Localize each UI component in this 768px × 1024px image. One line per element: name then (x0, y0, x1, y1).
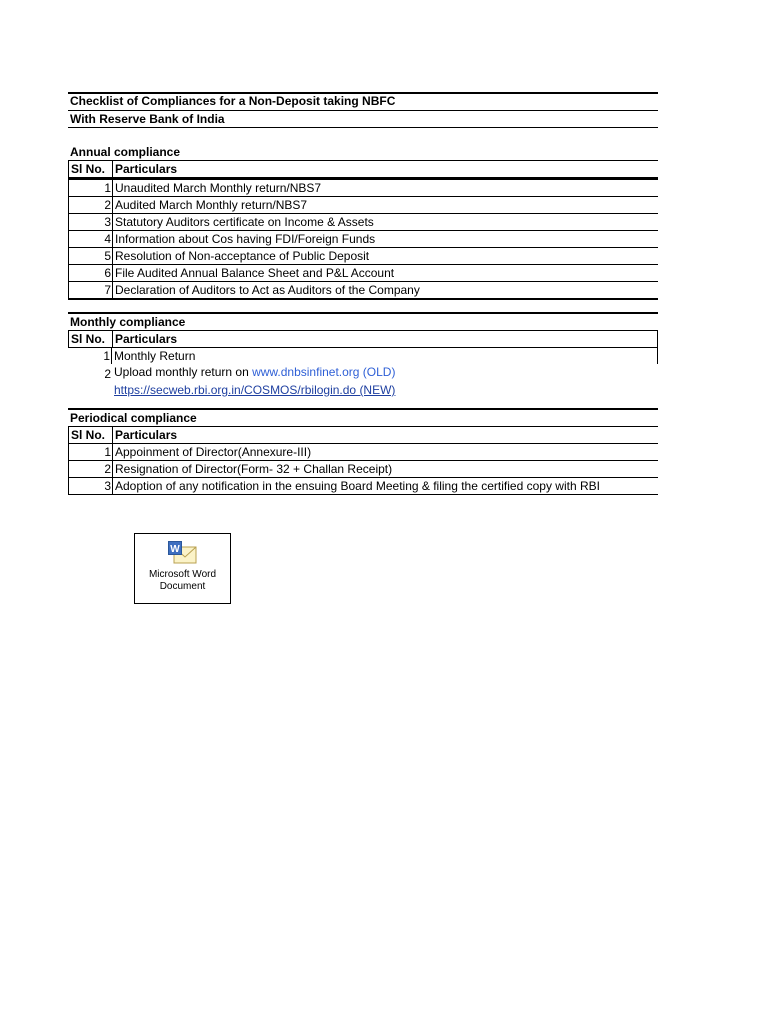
table-row (68, 196, 658, 213)
periodical-header-row (68, 426, 658, 443)
svg-text:W: W (169, 544, 180, 555)
annual-col-sl: Sl No. (69, 161, 113, 177)
table-row (68, 443, 658, 460)
row-text: Declaration of Auditors to Act as Auditors of the Company (115, 283, 420, 297)
monthly-heading: Monthly compliance (68, 312, 658, 330)
blank-row (68, 127, 658, 144)
row-text: Unaudited March Monthly return/NBS7 (115, 181, 322, 195)
row-number: 1 (69, 444, 113, 460)
monthly-col-particulars: Particulars (113, 331, 658, 347)
table-row (68, 264, 658, 281)
row-text: Audited March Monthly return/NBS7 (115, 198, 308, 212)
row-number: 1 (69, 180, 113, 196)
table-row (68, 380, 658, 400)
row-text: Statutory Auditors certificate on Income & Assets (115, 215, 374, 229)
row-number: 5 (69, 248, 113, 264)
spacer-row (68, 400, 658, 408)
row-number: 1 (68, 348, 112, 364)
periodical-col-particulars: Particulars (115, 428, 178, 442)
periodical-col-sl: Sl No. (69, 427, 113, 443)
row-number: 2 (69, 461, 113, 477)
annual-col-particulars: Particulars (115, 162, 178, 176)
periodical-heading: Periodical compliance (68, 408, 658, 426)
row-text (112, 380, 658, 400)
link-new-portal[interactable]: https://secweb.rbi.org.in/COSMOS/rbilogin.do (NEW) (114, 383, 396, 397)
table-row (68, 179, 658, 196)
row-number: 6 (69, 265, 113, 281)
table-row (68, 348, 658, 364)
upload-text: Upload monthly return on (114, 365, 253, 379)
word-document-icon (166, 539, 200, 567)
embedded-label-line1: Microsoft Word (148, 569, 217, 580)
row-number: 2 (104, 367, 111, 381)
annual-heading: Annual compliance (70, 145, 181, 159)
sheet-title: Checklist of Compliances for a Non-Deposit taking NBFC (68, 92, 658, 110)
row-number: 3 (69, 214, 113, 230)
row-number-empty (68, 380, 112, 400)
row-text: File Audited Annual Balance Sheet and P&L Account (115, 266, 395, 280)
row-text: Monthly Return (112, 348, 658, 364)
sheet-subtitle: With Reserve Bank of India (68, 110, 658, 127)
row-number: 4 (69, 231, 113, 247)
embedded-word-document[interactable] (134, 533, 231, 604)
table-row (68, 230, 658, 247)
compliance-sheet (68, 92, 658, 495)
table-row (68, 477, 658, 495)
monthly-col-sl: Sl No. (69, 331, 113, 347)
spacer-row (68, 300, 658, 312)
row-number: 7 (69, 282, 113, 298)
monthly-header-row (68, 330, 658, 348)
row-number: 3 (69, 478, 113, 494)
row-number: 2 (69, 197, 113, 213)
table-row (68, 364, 658, 380)
row-text: Adoption of any notification in the ensuing Board Meeting & filing the certified copy with RBI (115, 479, 600, 493)
row-text (112, 364, 658, 380)
embedded-label-line2: Document (159, 581, 206, 592)
row-text: Information about Cos having FDI/Foreign Funds (115, 232, 376, 246)
table-row (68, 247, 658, 264)
row-text: Appoinment of Director(Annexure-III) (115, 445, 312, 459)
table-row (68, 281, 658, 300)
annual-header-row (68, 160, 658, 179)
table-row (68, 460, 658, 477)
table-row (68, 213, 658, 230)
link-old-portal[interactable]: www.dnbsinfinet.org (OLD) (252, 365, 396, 379)
row-text: Resolution of Non-acceptance of Public Deposit (115, 249, 370, 263)
row-text: Resignation of Director(Form- 32 + Challan Receipt) (115, 462, 393, 476)
